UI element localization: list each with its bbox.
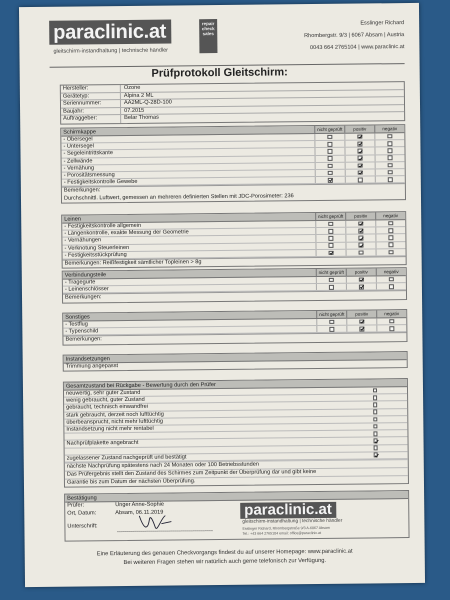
col-positive: positiv: [345, 212, 375, 219]
checkbox-positive[interactable]: [358, 149, 363, 154]
checkbox-negative[interactable]: [389, 319, 394, 324]
checkbox-not-checked[interactable]: [329, 278, 334, 283]
cell-negative: [376, 283, 406, 290]
condition-rows: [64, 387, 408, 462]
device-info-table: [60, 81, 405, 125]
condition-checkbox[interactable]: [373, 453, 378, 458]
cell-positive: [345, 228, 375, 235]
section-title: Schirmkappe: [63, 129, 96, 136]
check-label: - Tragegurte: [64, 279, 96, 286]
stamp-line: Esslinger Richard, Rhombergstraße 9/3 A-6067 Absam: [242, 525, 330, 531]
condition-checkbox[interactable]: [373, 431, 378, 436]
checkbox-not-checked[interactable]: [328, 156, 333, 161]
section-schirmkappe: [60, 124, 406, 203]
disclaimer-text: Das Prüfergebnis stellt den Zustand des Schirmes zum Zeitpunkt der Überprüfung dar und gibt keine: [65, 467, 408, 479]
info-key: Unterschrift:: [67, 523, 98, 530]
cell-not-checked: [316, 249, 346, 256]
cell-positive: [345, 242, 375, 249]
section-title: Verbindungsteile: [64, 272, 107, 279]
notes-text: Bemerkungen: Reißfestigkeit sämtlicher Topleinen > 8g: [63, 256, 406, 268]
condition-checkbox[interactable]: [373, 403, 378, 408]
checkbox-positive[interactable]: [358, 163, 363, 168]
contact-block: [304, 17, 405, 54]
cell-negative: [375, 220, 405, 227]
cell-negative: [375, 234, 405, 241]
checkbox-negative[interactable]: [389, 250, 394, 255]
checkbox-not-checked[interactable]: [330, 327, 335, 332]
stamp-text: [242, 526, 330, 536]
cell-not-checked: [314, 148, 344, 155]
cell-not-checked: [316, 326, 346, 333]
cell-negative: [375, 162, 405, 169]
section-title: Sonstiges: [65, 314, 90, 321]
checkbox-negative[interactable]: [389, 284, 394, 289]
condition-cell: [360, 423, 390, 430]
checkbox-negative[interactable]: [388, 177, 393, 182]
condition-label: wenig gebraucht, guter Zustand: [66, 397, 145, 404]
condition-cell: [360, 409, 390, 416]
cell-negative: [374, 133, 404, 140]
cell-positive: [345, 169, 375, 176]
stamp-subtitle: gleitschirm-instandhaltung | technische händler: [242, 518, 343, 525]
checkbox-positive[interactable]: [358, 177, 363, 182]
col-negative: negativ: [376, 310, 406, 317]
col-not-checked: nicht geprüft: [314, 126, 344, 133]
notes-text: Bemerkungen:: [63, 290, 406, 302]
condition-cell: [361, 452, 391, 459]
checkbox-not-checked[interactable]: [329, 229, 334, 234]
check-label: - Untersegel: [63, 143, 94, 150]
cell-positive: [346, 318, 376, 325]
checkbox-positive[interactable]: [359, 277, 364, 282]
logo-subtitle: gleitschirm-instandhaltung | technische händler: [53, 47, 169, 55]
info-key: Baujahr:: [61, 108, 121, 115]
letterhead: [49, 13, 405, 67]
check-label: - Längenkontrolle, exakte Messung der Geometrie: [64, 229, 189, 237]
info-value: Belar Thomas: [124, 115, 159, 122]
cell-positive: [345, 162, 375, 169]
condition-cell: [360, 394, 390, 401]
section-title: Gesamtzustand bei Rückgabe - Bewertung durch den Prüfer: [65, 382, 216, 390]
disclaimer-text-2: Garantie bis zum Datum der nächsten Überprüfung.: [65, 475, 408, 487]
checkbox-positive[interactable]: [358, 156, 363, 161]
cell-not-checked: [316, 319, 346, 326]
checkbox-not-checked[interactable]: [329, 320, 334, 325]
col-not-checked: nicht geprüft: [316, 311, 346, 318]
info-key: Auftraggeber:: [61, 115, 121, 123]
condition-label: zugelassener Zustand nachgeprüft und bestätigt: [66, 454, 187, 462]
condition-checkbox[interactable]: [373, 395, 378, 400]
condition-label: stark gebraucht, derzeit noch lufttüchtig: [66, 411, 164, 419]
checkbox-positive[interactable]: [360, 326, 365, 331]
condition-checkbox[interactable]: [373, 424, 378, 429]
condition-cell: [360, 387, 390, 394]
condition-checkbox[interactable]: [373, 388, 378, 393]
checkbox-negative[interactable]: [389, 243, 394, 248]
footer-line: Eine Erläuterung des genauen Checkvorgangs findest du auf unserer Homepage: www.paraclinic.at: [96, 548, 353, 558]
checkbox-positive[interactable]: [359, 285, 364, 290]
section-bestaetigung: [64, 490, 409, 542]
inspector-name: Unger Anne-Sophie: [115, 501, 165, 509]
cell-not-checked: [315, 155, 345, 162]
checkbox-negative[interactable]: [388, 134, 393, 139]
logo-tag: repair check sales: [199, 19, 217, 53]
document-title: Prüfprotokoll Gleitschirm:: [151, 66, 288, 80]
check-label: - Typenschild: [65, 328, 99, 335]
checkbox-not-checked[interactable]: [329, 236, 334, 241]
company-logo: paraclinic.at: [49, 20, 171, 45]
cell-positive: [344, 148, 374, 155]
col-positive: positiv: [346, 268, 376, 275]
condition-cell: [361, 438, 391, 445]
checkbox-not-checked[interactable]: [328, 178, 333, 183]
section-verbindungsteile: [62, 267, 407, 303]
checkbox-negative[interactable]: [388, 221, 393, 226]
cell-negative: [374, 147, 404, 154]
condition-label: überbeansprucht, nicht mehr lufttüchtig: [66, 418, 164, 426]
section-instandsetzungen: [63, 351, 408, 372]
condition-label: gebraucht, technisch einwandfrei: [66, 404, 148, 412]
info-key: Prüfer:: [67, 502, 85, 509]
checkbox-positive[interactable]: [358, 134, 363, 139]
info-key: Hersteller:: [61, 85, 121, 92]
cell-positive: [345, 235, 375, 242]
footer-line: Bei weiteren Fragen stehen wir natürlich auch gerne telefonisch zur Verfügung.: [123, 557, 327, 567]
section-sonstiges: [62, 309, 407, 345]
stamp-line: Tel.: +43 664 2765104 email: office@paraclinic.at: [242, 530, 322, 536]
info-value: Ozone: [123, 84, 141, 92]
condition-checkbox[interactable]: [373, 410, 378, 415]
notes-text: Bemerkungen:: [63, 332, 406, 344]
info-key: Seriennummer:: [61, 100, 121, 107]
col-positive: positiv: [344, 125, 374, 132]
checkbox-positive[interactable]: [359, 236, 364, 241]
check-label: - Festigkeitskontrolle Gewebe: [63, 179, 138, 186]
cell-negative: [376, 318, 406, 325]
check-rows: [62, 220, 405, 260]
next-check-text: nächste Nachprüfung spätestens nach 24 Monaten oder 100 Betriebsstunden: [65, 459, 408, 471]
checkbox-not-checked[interactable]: [328, 163, 333, 168]
checkbox-not-checked[interactable]: [328, 149, 333, 154]
footer: [25, 547, 425, 569]
checkbox-not-checked[interactable]: [328, 222, 333, 227]
col-negative: negativ: [374, 125, 404, 132]
cell-positive: [346, 326, 376, 333]
check-label: - Porositätsmessung: [63, 172, 115, 179]
checkbox-negative[interactable]: [389, 228, 394, 233]
info-value: AA2ML-Q-28D-100: [123, 99, 172, 107]
condition-checkbox[interactable]: [373, 446, 378, 451]
checkbox-negative[interactable]: [388, 148, 393, 153]
section-title: Leinen: [64, 216, 82, 223]
cell-negative: [374, 140, 404, 147]
condition-cell: [360, 416, 390, 423]
repair-text: Trimmung angepasst: [65, 363, 119, 370]
check-label: - Obersegel: [63, 136, 93, 143]
cell-positive: [346, 249, 376, 256]
col-not-checked: nicht geprüft: [316, 269, 346, 276]
cell-positive: [346, 284, 376, 291]
col-negative: negativ: [376, 268, 406, 275]
checkbox-positive[interactable]: [358, 170, 363, 175]
col-not-checked: nicht geprüft: [315, 213, 345, 220]
checkbox-positive[interactable]: [359, 319, 364, 324]
contact-web: 0043 664 2765104 | www.paraclinic.at: [309, 44, 405, 52]
cell-positive: [345, 155, 375, 162]
cell-negative: [375, 176, 405, 183]
condition-label: neuwertig, sehr guter Zustand: [65, 389, 141, 397]
check-label: - Zellwände: [63, 157, 93, 165]
check-label: - Segeleintrittskante: [63, 150, 113, 158]
cell-not-checked: [315, 162, 345, 169]
contact-address: Rhombergstr. 9/3 | 6067 Absam | Austria: [304, 32, 405, 40]
section-title: Instandsetzungen: [65, 356, 110, 363]
checkbox-positive[interactable]: [359, 229, 364, 234]
info-value: 07.2015: [124, 107, 145, 114]
info-key: Ort, Datum:: [67, 509, 97, 517]
cell-not-checked: [314, 141, 344, 148]
condition-label: Nachprüfplakette angebracht: [66, 440, 139, 447]
cell-not-checked: [315, 228, 345, 235]
notes-text: Durchschnittl. Luftwert, gemessen an mehreren definierten Stellen mit JDC-Porosimeter: 236: [63, 192, 294, 202]
signature-scribble: [135, 512, 175, 534]
checkbox-negative[interactable]: [388, 156, 393, 161]
cell-negative: [375, 169, 405, 176]
condition-label: Instandsetzung nicht mehr rentabel: [66, 425, 154, 433]
condition-cell: [361, 445, 391, 452]
cell-not-checked: [314, 134, 344, 141]
cell-not-checked: [316, 277, 346, 284]
cell-negative: [376, 325, 406, 332]
check-label: - Festigkeitskontrolle allgemein: [64, 222, 142, 230]
cell-not-checked: [315, 170, 345, 177]
cell-not-checked: [315, 177, 345, 184]
section-title: Bestätigung: [65, 491, 408, 503]
cell-negative: [376, 276, 406, 283]
col-negative: negativ: [375, 212, 405, 219]
checkbox-not-checked[interactable]: [329, 285, 334, 290]
checkbox-not-checked[interactable]: [329, 243, 334, 248]
checkbox-positive[interactable]: [359, 250, 364, 255]
place-date: Absam, 06.11.2019: [115, 509, 164, 516]
check-label: - Vernähungen: [64, 237, 102, 245]
protocol-sheet: [19, 3, 425, 587]
check-rows: [61, 133, 405, 187]
checkbox-negative[interactable]: [388, 141, 393, 146]
cell-not-checked: [316, 284, 346, 291]
cell-not-checked: [315, 221, 345, 228]
check-label: - Vernähung: [63, 165, 95, 172]
cell-positive: [346, 276, 376, 283]
cell-positive: [344, 141, 374, 148]
check-label: - Verknotung Steuerleinen: [64, 244, 130, 252]
checkbox-not-checked[interactable]: [329, 250, 334, 255]
condition-checkbox[interactable]: [373, 438, 378, 443]
cell-positive: [344, 133, 374, 140]
condition-cell: [360, 430, 390, 437]
notes-label: Bemerkungen:: [62, 183, 405, 195]
cell-negative: [376, 249, 406, 256]
cell-positive: [345, 177, 375, 184]
checkbox-negative[interactable]: [388, 163, 393, 168]
info-value: Alpina 2 ML: [123, 92, 154, 99]
section-leinen: [61, 211, 407, 269]
cell-not-checked: [315, 242, 345, 249]
info-key: Gerätetyp:: [61, 93, 121, 100]
section-gesamtzustand: [63, 378, 409, 487]
checkbox-positive[interactable]: [358, 221, 363, 226]
checkbox-positive[interactable]: [358, 142, 363, 147]
check-label: - Testflug: [65, 321, 88, 328]
checkbox-negative[interactable]: [390, 326, 395, 331]
cell-negative: [375, 155, 405, 162]
cell-negative: [375, 242, 405, 249]
checkbox-not-checked[interactable]: [328, 135, 333, 140]
contact-name: Esslinger Richard: [360, 20, 405, 27]
checkbox-not-checked[interactable]: [328, 142, 333, 147]
checkbox-negative[interactable]: [389, 277, 394, 282]
checkbox-not-checked[interactable]: [328, 171, 333, 176]
checkbox-negative[interactable]: [389, 235, 394, 240]
condition-checkbox[interactable]: [373, 417, 378, 422]
checkbox-negative[interactable]: [388, 170, 393, 175]
check-label: - Leinenschlösser: [64, 286, 109, 293]
stamp-logo: paraclinic.at: [240, 502, 336, 519]
checkbox-positive[interactable]: [359, 243, 364, 248]
condition-cell: [360, 402, 390, 409]
cell-positive: [345, 220, 375, 227]
cell-not-checked: [315, 235, 345, 242]
cell-negative: [375, 227, 405, 234]
check-label: - Festigkeitsstückprüfung: [64, 251, 127, 259]
col-positive: positiv: [346, 310, 376, 317]
